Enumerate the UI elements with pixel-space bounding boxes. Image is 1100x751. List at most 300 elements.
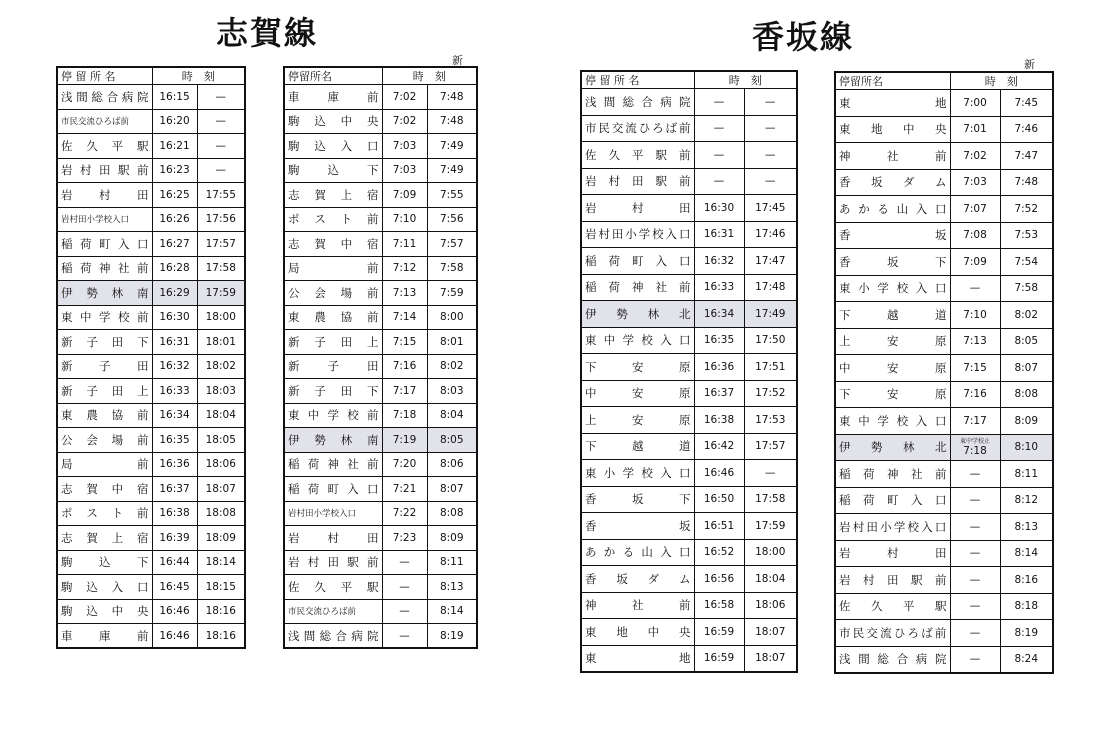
stop-name-char: 香 [585,492,597,507]
stop-name-char: 院 [136,89,149,104]
stop-name [284,109,382,134]
stop-name-char: 下 [839,387,851,402]
stop-name-char: 校 [652,227,664,242]
stop-name-char: 東 [288,310,300,325]
stop-name-char: 子 [314,334,326,349]
stop-name-char: 勢 [314,432,326,447]
timetable-row [284,501,477,526]
stop-name-header: 停 留 所 名 [57,67,152,85]
departure-time-2: 7:49 [427,134,477,159]
stop-name [284,624,382,649]
stop-name [835,567,950,594]
time-header: 時 刻 [152,67,245,85]
departure-time-1: 16:29 [152,281,197,306]
departure-time-2: — [197,158,245,183]
departure-time-2: 17:57 [744,433,797,460]
stop-name [835,381,950,408]
departure-time-1: 16:59 [694,619,744,646]
stop-name-char: 学 [638,227,651,242]
departure-time-2: 18:16 [197,624,245,649]
stop-name-char: 坂 [935,228,947,243]
departure-time-2: 8:06 [427,452,477,477]
departure-time-1: 16:28 [152,256,197,281]
stop-name-char: 神 [99,261,111,276]
departure-time-1: 16:23 [152,158,197,183]
stop-name-char: 中 [603,333,616,348]
stop-name-char: 学 [622,333,635,348]
stop-name-char: 町 [632,253,644,268]
stop-name-char: 荷 [608,280,620,295]
stop-name-char: 社 [632,598,644,613]
stop-name-char: 田 [99,163,111,178]
stop-name-char: 田 [632,174,644,189]
stop-name-char: 新 [61,334,73,349]
stop-name [581,566,694,593]
timetable-row [284,85,477,110]
stop-name-char: 協 [111,408,124,423]
stop-name-char: ム [678,571,691,586]
departure-time-2: 8:07 [427,477,477,502]
departure-time-2: 8:04 [427,403,477,428]
timetable-row [835,169,1053,196]
timetable-row [581,115,797,142]
departure-time-1: — [950,514,1000,541]
timetable-row [835,408,1053,435]
stop-name-char: 林 [111,285,124,300]
departure-time-1: 7:03 [950,169,1000,196]
departure-time-1: 7:02 [382,109,427,134]
stop-name-char: 浅 [839,652,851,666]
departure-time-1: 7:15 [382,330,427,355]
timetable-row [835,355,1053,382]
stop-name-char: 村 [598,227,610,242]
stop-name-char: 社 [118,261,130,276]
stop-name-char: 佐 [585,147,597,162]
stop-name-char: 入 [660,333,672,348]
timetable-row [284,599,477,624]
departure-time-2: 18:01 [197,330,245,355]
departure-time-2: 18:06 [197,452,245,477]
stop-name-char: 市 [839,625,851,640]
stop-name-char: 安 [887,387,899,402]
stop-name [284,158,382,183]
stop-name-char: 原 [935,360,947,375]
stop-name-char: 町 [327,481,339,496]
stop-name-char: 校 [907,519,920,534]
stop-name-char: 前 [935,466,947,481]
stop-name [57,158,152,183]
timetable-row [284,330,477,355]
timetable-row [581,486,797,513]
stop-name-char: 久 [871,599,883,614]
stop-name-char: 合 [106,89,119,104]
stop-name-char: 伊 [61,285,73,300]
stop-name-char: 前 [935,572,947,587]
stop-name-char: 下 [137,555,149,570]
timetable-row [284,428,477,453]
stop-name-char: 口 [934,519,947,534]
stop-name-char: 入 [665,227,678,242]
stop-name-char: 村 [887,546,899,561]
stop-name [835,540,950,567]
stop-name-char: 学 [622,465,635,480]
stop-name-char: 駒 [288,163,300,178]
stop-name-char: 神 [632,280,644,295]
stop-name-char: ダ [903,175,915,190]
stop-name-char: 前 [367,408,379,423]
timetable-row [57,526,245,551]
stop-name-char: 新 [288,359,300,374]
stop-name-char: 校 [896,281,909,296]
stop-name-char: 学 [327,408,339,423]
stop-name-char: 学 [877,281,889,296]
stop-name-char: 校 [118,310,130,325]
stop-name [284,428,382,453]
stop-name-char: 入 [118,236,130,251]
stop-name-char: 浅 [288,628,300,643]
stop-name [835,196,950,223]
departure-time-1: 16:34 [694,301,744,328]
departure-time-1: 16:36 [694,354,744,381]
kousaka-new-label: 新 [1024,58,1035,71]
stop-name-char: 岩 [585,174,597,189]
stop-name-char: 前 [679,147,691,162]
stop-name-char: 伊 [585,306,597,321]
stop-name-char: 香 [839,254,851,269]
stop-name [284,232,382,257]
stop-name-char: 村 [99,187,111,202]
stop-name [284,452,382,477]
stop-name-char: ス [86,506,98,521]
departure-time-1: — [694,168,744,195]
stop-name-char: 山 [896,201,909,216]
stop-name-char: 東 [839,413,851,428]
stop-name-char: 病 [915,652,928,666]
departure-time-2: 18:16 [197,599,245,624]
stop-name-char: 荷 [863,493,875,508]
departure-time-1: 16:26 [152,207,197,232]
stop-name-char: 東 [585,333,597,348]
stop-name-char: 駅 [118,163,130,178]
departure-time-2: 18:03 [197,379,245,404]
stop-name-char: 村 [80,163,92,178]
stop-name-char: 志 [61,481,73,496]
stop-name-char: ダ [647,571,660,586]
departure-time-1: 7:11 [382,232,427,257]
stop-name-char: ト [111,506,124,521]
departure-time-2: 8:11 [1000,461,1053,488]
stop-name-char: 伊 [288,432,300,447]
departure-time-2: — [197,134,245,159]
stop-name-char: 局 [288,261,300,276]
stop-name-char: 東 [839,122,851,137]
stop-name-char: 流 [880,625,892,640]
stop-name-char: 場 [111,432,124,447]
stop-name-char: 上 [136,383,149,398]
stop-name [581,592,694,619]
stop-name-char: 田 [611,227,624,242]
timetable-row [284,624,477,649]
stop-name [581,327,694,354]
departure-time-2: 17:46 [744,221,797,248]
timetable-row [57,452,245,477]
stop-name-char: 宿 [136,530,149,545]
departure-time-2: — [744,460,797,487]
timetable-row [835,196,1053,223]
departure-time-1: — [950,487,1000,514]
departure-time-2: 17:59 [744,513,797,540]
stop-name-char: 佐 [288,579,300,594]
stop-name-char: 安 [887,360,899,375]
departure-time-2: 8:18 [1000,593,1053,620]
stop-name-char: 込 [327,163,339,178]
stop-name-char: 安 [632,386,644,401]
stop-name-char: 東 [839,95,851,110]
departure-time-1: 7:19 [382,428,427,453]
stop-name [835,90,950,117]
stop-name-char: 原 [935,387,947,402]
stop-name-char: 新 [288,383,300,398]
stop-name-char: 社 [655,280,667,295]
stop-name-char: 間 [76,89,88,104]
shiga-outbound-timetable [56,66,246,649]
timetable-row [581,354,797,381]
departure-time-1: 7:13 [382,281,427,306]
departure-time-2: 18:04 [744,566,797,593]
stop-name-char: ム [935,175,947,190]
stop-name-char: 荷 [608,253,620,268]
stop-name-char: 越 [887,307,899,322]
stop-name-char: 入 [921,519,933,534]
stop-name-char: 小 [858,281,870,296]
departure-time-2: 18:14 [197,550,245,575]
stop-name-char: 道 [935,307,947,322]
timetable-row [284,477,477,502]
stop-name-char: 前 [679,174,691,189]
time-note: 東中学校止 [959,437,990,445]
stop-name-char: 駅 [655,147,667,162]
departure-time-2: 17:45 [744,195,797,222]
departure-time-1: 7:23 [382,526,427,551]
departure-time-1: 7:10 [382,207,427,232]
departure-time-1: 7:00 [950,90,1000,117]
stop-name-char: 原 [679,386,691,401]
stop-name-char: 坂 [616,571,628,586]
stop-name-char: 口 [678,465,691,480]
departure-time-1: 16:44 [152,550,197,575]
stop-name-char: 入 [915,413,928,428]
stop-name-char: 入 [915,201,928,216]
stop-name-char: 賀 [86,530,98,545]
departure-time-1: 7:09 [382,183,427,208]
departure-time-1: 7:16 [382,354,427,379]
stop-name-char: 下 [679,492,691,507]
stop-name-char: 田 [111,334,124,349]
stop-name-char: 林 [340,432,353,447]
departure-time-1: 7:10 [950,302,1000,329]
stop-name-char: か [603,545,616,560]
departure-time-2: 8:03 [427,379,477,404]
timetable-row [581,592,797,619]
stop-name [284,85,382,110]
departure-time-2: 18:07 [197,477,245,502]
stop-name-char: 田 [137,359,149,374]
stop-name [581,619,694,646]
stop-name-char: 入 [660,465,672,480]
timetable-row [57,134,245,159]
stop-name-char: 会 [86,432,98,447]
stop-name-char: 央 [366,114,379,129]
departure-time-2: 7:57 [427,232,477,257]
stop-name [284,305,382,330]
stop-name-char: 入 [660,545,672,560]
departure-time-2: 18:00 [197,305,245,330]
stop-name-char: 前 [366,285,379,300]
stop-name-char: 村 [327,530,339,545]
timetable-row [57,501,245,526]
stop-name-char: 駒 [61,604,73,619]
stop-name [835,461,950,488]
stop-name-char: 中 [340,114,353,129]
departure-time-1: 7:20 [382,452,427,477]
departure-time-1: 7:18 [382,403,427,428]
stop-name-char: 込 [314,138,326,153]
timetable-row [581,539,797,566]
departure-time-1: 7:21 [382,477,427,502]
stop-name-char: 病 [660,94,672,109]
stop-name-char: 勢 [871,440,883,455]
timetable-row [284,158,477,183]
timetable-row [284,526,477,551]
stop-name-char: 社 [887,148,899,163]
stop-name-header: 停 留 所 名 [581,71,694,89]
stop-name [284,526,382,551]
stop-name-char: 神 [585,598,597,613]
departure-time-2: 8:14 [1000,540,1053,567]
stop-name [57,403,152,428]
stop-name-char: 稲 [839,493,851,508]
stop-name [284,207,382,232]
stop-name-char: 賀 [314,187,326,202]
departure-time-2: 8:13 [1000,514,1053,541]
departure-time-2: 17:58 [197,256,245,281]
stop-name-char: る [877,201,889,216]
timetable-row [581,380,797,407]
departure-time-1: 16:37 [152,477,197,502]
timetable-row [581,142,797,169]
stop-name-char: 新 [288,334,300,349]
stop-name [57,330,152,355]
departure-time-2: 8:14 [427,599,477,624]
departure-time-1: 7:16 [950,381,1000,408]
stop-name [57,501,152,526]
timetable-row [835,646,1053,673]
stop-name [581,486,694,513]
stop-name-char: 浅 [585,94,597,109]
timetable-row [835,249,1053,276]
stop-name-char: ポ [288,212,300,227]
departure-time-1: 16:38 [694,407,744,434]
stop-name [57,379,152,404]
stop-name-char: 香 [839,228,851,243]
departure-time-1: 7:03 [382,134,427,159]
stop-name [835,487,950,514]
timetable-row [835,302,1053,329]
stop-name-char: 口 [137,236,149,251]
departure-time-2: 7:48 [1000,169,1053,196]
stop-name-char: 学 [99,310,111,325]
stop-name [581,168,694,195]
stop-name [835,222,950,249]
stop-name-char: 間 [603,94,616,109]
stop-name-char: 校 [347,408,359,423]
stop-name-char: 田 [367,359,379,374]
timetable-row [581,168,797,195]
stop-name-char: 岩 [585,200,597,215]
departure-time-1: 7:14 [382,305,427,330]
stop-name-char: 東 [585,624,597,639]
departure-time-1 [950,434,1000,461]
departure-time-2: 8:07 [1000,355,1053,382]
stop-name-char: 病 [121,89,134,104]
timetable-row [284,109,477,134]
stop-name-char: ス [314,212,326,227]
stop-name-char: 岩 [288,530,300,545]
stop-name-char: 坂 [871,175,883,190]
departure-time-2: 7:58 [427,256,477,281]
timetable-row [57,403,245,428]
stop-name-char: 総 [319,628,332,643]
stop-name-char: 山 [641,545,653,560]
stop-name [835,646,950,673]
stop-name-char: 坂 [632,492,644,507]
timetable-row [57,624,245,649]
departure-time-2: 8:09 [1000,408,1053,435]
stop-name-char: 荷 [307,457,320,472]
stop-name-char: 賀 [314,236,326,251]
timetable-row [835,620,1053,647]
departure-time-1: — [694,89,744,116]
stop-name-char: 入 [111,579,124,594]
stop-name-char: 東 [585,465,597,480]
stop-name-char: 駒 [288,114,300,129]
stop-name-char: 稲 [585,280,597,295]
timetable-row [284,379,477,404]
stop-name-char: 田 [340,334,353,349]
departure-time-1: — [950,275,1000,302]
stop-name-char: 間 [858,652,870,666]
timetable-row [581,407,797,434]
stop-name [57,281,152,306]
stop-name-char: 中 [585,386,597,401]
stop-name-char: 込 [314,114,326,129]
departure-time-2: 7:58 [1000,275,1053,302]
stop-name-char: 前 [137,310,149,325]
stop-name-char: 岩 [839,546,851,561]
departure-time-1: 16:58 [694,592,744,619]
stop-name-char: 会 [314,285,326,300]
departure-time-1: — [950,593,1000,620]
stop-name [284,256,382,281]
timetable-row [284,550,477,575]
departure-time-1: 16:38 [152,501,197,526]
stop-name-char: 駒 [61,579,73,594]
departure-time-2: 8:11 [427,550,477,575]
stop-name-char: 佐 [839,599,851,614]
timetable-row [581,248,797,275]
stop-name-char: 上 [585,412,597,427]
shiga-new-label: 新 [452,54,463,67]
